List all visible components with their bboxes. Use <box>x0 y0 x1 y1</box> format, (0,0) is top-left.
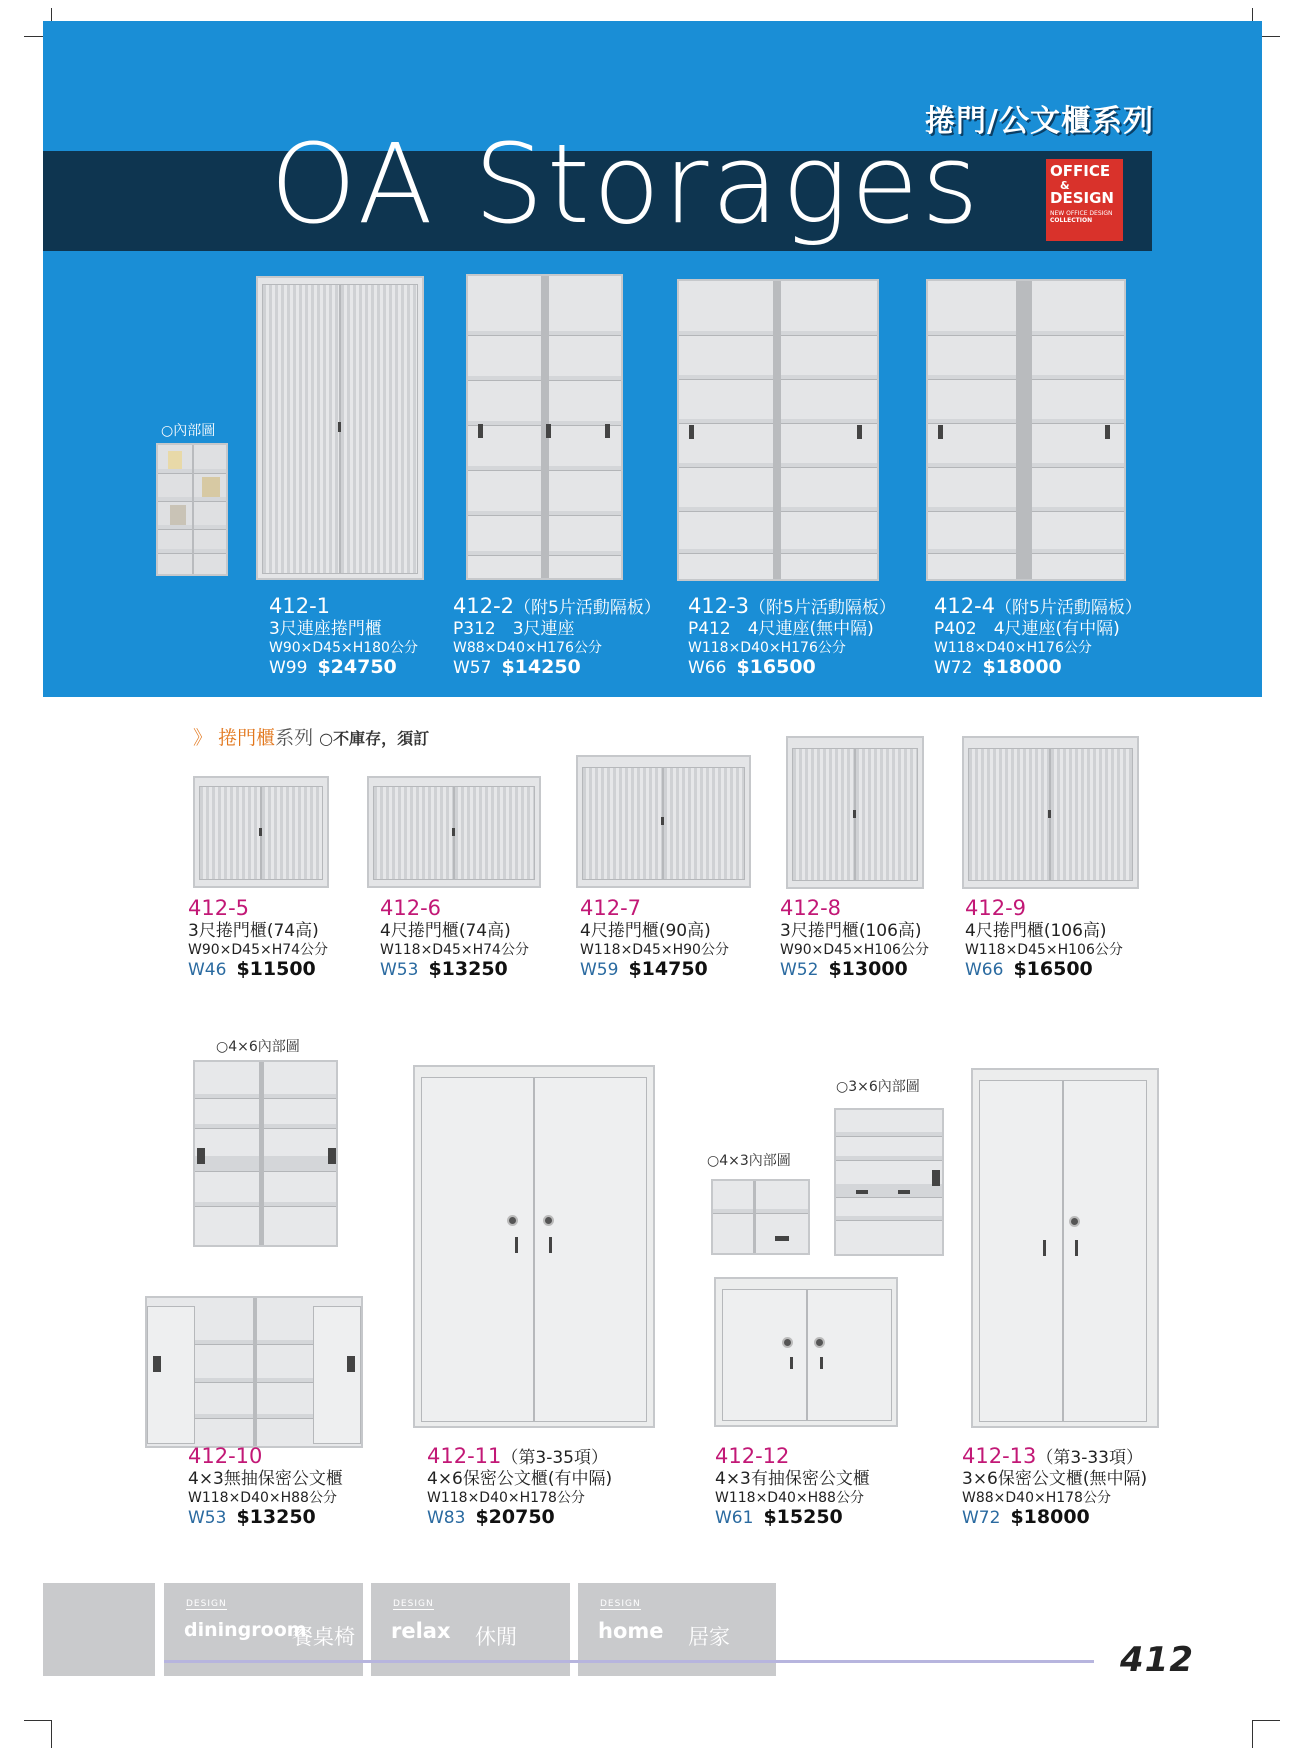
product-caption-412-11 <box>427 1444 612 1529</box>
tab-design-label: DESIGN <box>393 1599 434 1609</box>
interior-image-4x6 <box>193 1060 338 1247</box>
product-dimensions: W118×D45×H74公分 <box>380 941 529 958</box>
product-name: 4尺捲門櫃(74高) <box>380 921 511 942</box>
product-caption-412-9 <box>965 896 1123 981</box>
product-w: W53 <box>380 960 419 981</box>
product-image-412-5 <box>193 776 329 888</box>
office-design-logo <box>1046 159 1123 241</box>
product-price: $16500 <box>736 656 816 679</box>
product-w: W59 <box>580 960 619 981</box>
product-name: P312 3尺連座 <box>453 619 575 640</box>
logo-collection: COLLECTION <box>1050 217 1093 225</box>
product-note: （附5片活動隔板） <box>995 598 1142 618</box>
product-price: $20750 <box>475 1506 555 1529</box>
product-w: W57 <box>453 658 492 679</box>
product-code: 412-3 <box>688 594 750 618</box>
product-caption-412-10 <box>188 1444 343 1529</box>
product-note: （附5片活動隔板） <box>749 598 896 618</box>
product-code: 412-11 <box>427 1444 502 1468</box>
product-price: $14750 <box>628 958 708 981</box>
product-w: W72 <box>962 1508 1001 1529</box>
product-dimensions: W118×D40×H88公分 <box>188 1489 337 1506</box>
interior-label: ○內部圖 <box>161 423 216 439</box>
tab-label-zh: 休閒 <box>475 1625 517 1649</box>
product-code: 412-8 <box>780 896 842 920</box>
product-caption-412-1 <box>269 594 418 679</box>
product-w: W72 <box>934 658 973 679</box>
product-price: $13000 <box>828 958 908 981</box>
interior-image-4x3 <box>711 1179 810 1255</box>
product-code: 412-12 <box>715 1444 790 1468</box>
page-number: 412 <box>1120 1640 1194 1680</box>
interior-image-3x6 <box>834 1108 944 1256</box>
product-price: $18000 <box>982 656 1062 679</box>
product-code: 412-9 <box>965 896 1027 920</box>
crop-mark <box>1252 1720 1253 1748</box>
product-name: 4×3有抽保密公文櫃 <box>715 1469 870 1490</box>
product-dimensions: W118×D45×H106公分 <box>965 941 1123 958</box>
product-price: $24750 <box>317 656 397 679</box>
product-dimensions: W118×D40×H176公分 <box>688 639 846 656</box>
product-price: $11500 <box>236 958 316 981</box>
product-dimensions: W88×D40×H178公分 <box>962 1489 1111 1506</box>
product-dimensions: W118×D40×H178公分 <box>427 1489 585 1506</box>
tab-design-label: DESIGN <box>186 1599 227 1609</box>
product-caption-412-8 <box>780 896 929 981</box>
section-note: ○不庫存，須訂 <box>319 729 430 748</box>
product-w: W66 <box>965 960 1004 981</box>
product-name: 4×6保密公文櫃(有中隔) <box>427 1469 613 1490</box>
interior-cabinet-image <box>156 443 228 576</box>
footer-line <box>164 1660 1094 1663</box>
interior-label-3x6: ○3×6內部圖 <box>836 1079 920 1095</box>
product-price: $14250 <box>501 656 581 679</box>
series-title: 捲門/公文櫃系列 <box>925 104 1154 139</box>
product-dimensions: W90×D45×H180公分 <box>269 639 418 656</box>
product-image-412-1 <box>256 276 424 580</box>
logo-line2: DESIGN <box>1050 189 1114 208</box>
tab-label-en: home <box>598 1619 664 1643</box>
footer-tab-blank <box>43 1583 155 1676</box>
product-price: $15250 <box>763 1506 843 1529</box>
section-title: 系列 <box>275 727 314 749</box>
product-name: 3尺捲門櫃(106高) <box>780 921 922 942</box>
logo-amp: & <box>1060 178 1070 192</box>
product-code: 412-13 <box>962 1444 1037 1468</box>
product-name: 4尺捲門櫃(90高) <box>580 921 711 942</box>
interior-label-4x6: ○4×6內部圖 <box>216 1039 300 1055</box>
product-code: 412-7 <box>580 896 642 920</box>
tab-label-zh: 居家 <box>688 1625 730 1649</box>
product-w: W53 <box>188 1508 227 1529</box>
product-w: W52 <box>780 960 819 981</box>
product-dimensions: W88×D40×H176公分 <box>453 639 602 656</box>
product-image-412-4 <box>926 279 1126 581</box>
product-price: $16500 <box>1013 958 1093 981</box>
product-caption-412-5 <box>188 896 328 981</box>
product-image-412-12 <box>714 1277 898 1427</box>
product-caption-412-3 <box>688 594 896 679</box>
interior-label-4x3: ○4×3內部圖 <box>707 1153 791 1169</box>
product-image-412-10 <box>145 1296 363 1448</box>
product-w: W61 <box>715 1508 754 1529</box>
product-note: （第3-35項） <box>501 1448 608 1468</box>
product-name: 4×3無抽保密公文櫃 <box>188 1469 343 1490</box>
hero-banner <box>43 21 1262 697</box>
tab-label-en: diningroom <box>184 1619 307 1641</box>
product-image-412-9 <box>962 736 1139 889</box>
product-caption-412-6 <box>380 896 529 981</box>
product-dimensions: W118×D40×H88公分 <box>715 1489 864 1506</box>
crop-mark <box>24 1720 52 1721</box>
tab-label-en: relax <box>391 1619 451 1643</box>
product-caption-412-2 <box>453 594 661 679</box>
product-code: 412-2 <box>453 594 515 618</box>
product-code: 412-4 <box>934 594 996 618</box>
tab-label-zh: 餐桌椅 <box>292 1625 355 1649</box>
product-caption-412-7 <box>580 896 729 981</box>
product-dimensions: W90×D45×H74公分 <box>188 941 329 958</box>
product-w: W66 <box>688 658 727 679</box>
tab-design-label: DESIGN <box>600 1599 641 1609</box>
product-w: W46 <box>188 960 227 981</box>
product-name: 3尺連座捲門櫃 <box>269 619 382 640</box>
product-name: 3尺捲門櫃(74高) <box>188 921 319 942</box>
product-name: P412 4尺連座(無中隔) <box>688 619 874 640</box>
product-name: P402 4尺連座(有中隔) <box>934 619 1120 640</box>
product-name: 3×6保密公文櫃(無中隔) <box>962 1469 1148 1490</box>
main-title: OA Storages <box>270 120 982 248</box>
product-price: $18000 <box>1010 1506 1090 1529</box>
product-price: $13250 <box>236 1506 316 1529</box>
product-image-412-8 <box>786 736 924 889</box>
product-code: 412-10 <box>188 1444 263 1468</box>
product-caption-412-12 <box>715 1444 870 1529</box>
crop-mark <box>1252 1720 1280 1721</box>
product-dimensions: W90×D45×H106公分 <box>780 941 929 958</box>
product-caption-412-4 <box>934 594 1142 679</box>
product-image-412-2 <box>466 274 623 580</box>
logo-tagline: NEW OFFICE DESIGN <box>1050 210 1113 218</box>
logo-line1: OFFICE <box>1050 162 1111 180</box>
product-image-412-7 <box>576 755 751 888</box>
product-note: （第3-33項） <box>1036 1448 1143 1468</box>
chevron-right-icon: 》 <box>193 727 213 749</box>
crop-mark <box>51 1720 52 1748</box>
section-title-accent: 捲門櫃 <box>218 727 276 749</box>
product-price: $13250 <box>428 958 508 981</box>
product-caption-412-13 <box>962 1444 1147 1529</box>
product-code: 412-6 <box>380 896 442 920</box>
product-image-412-6 <box>367 776 541 888</box>
product-code: 412-5 <box>188 896 250 920</box>
product-dimensions: W118×D40×H176公分 <box>934 639 1092 656</box>
product-w: W83 <box>427 1508 466 1529</box>
product-image-412-3 <box>677 279 879 581</box>
product-w: W99 <box>269 658 308 679</box>
product-image-412-11 <box>413 1065 655 1428</box>
product-dimensions: W118×D45×H90公分 <box>580 941 729 958</box>
product-name: 4尺捲門櫃(106高) <box>965 921 1107 942</box>
product-image-412-13 <box>971 1068 1159 1428</box>
product-note: （附5片活動隔板） <box>514 598 661 618</box>
product-code: 412-1 <box>269 594 331 618</box>
section-heading <box>193 723 429 750</box>
